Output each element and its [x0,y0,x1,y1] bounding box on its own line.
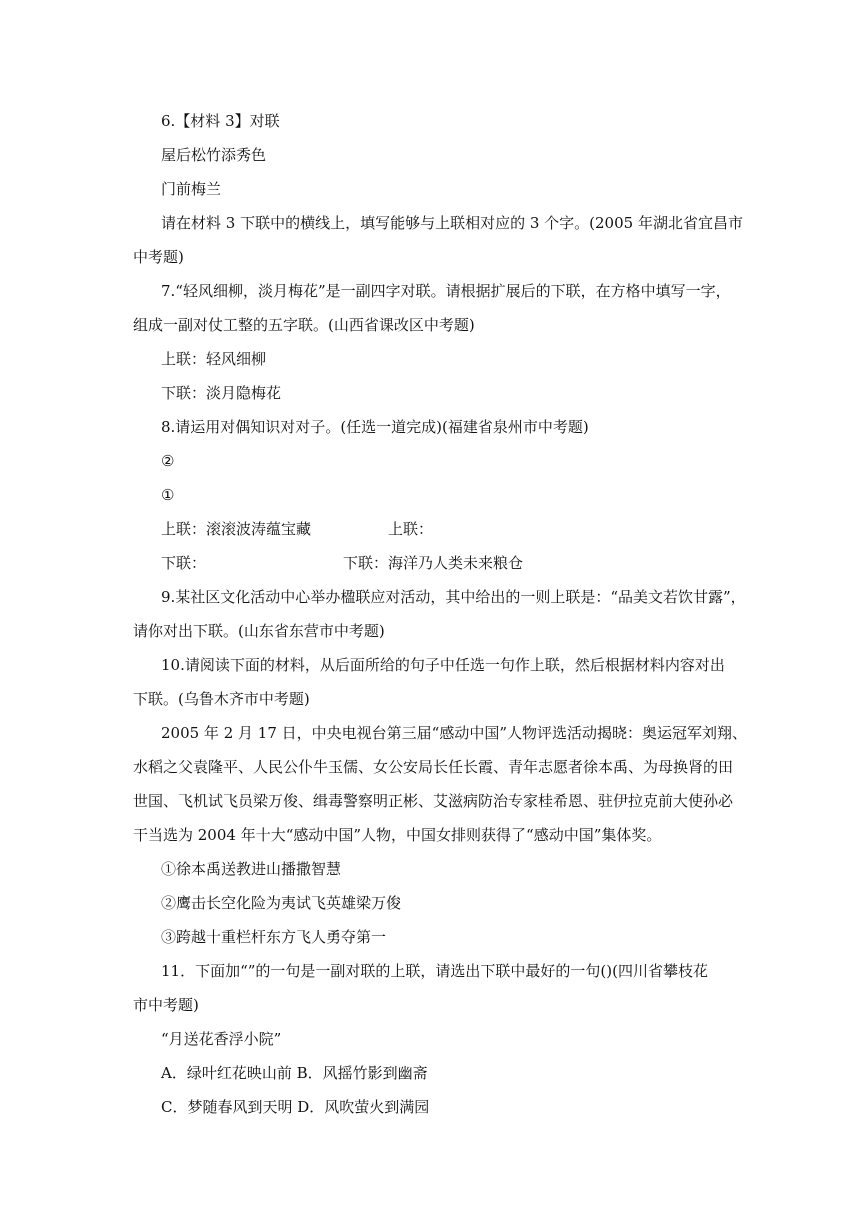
q10-paragraph-line-1: 2005 年 2 月 17 日，中央电视台第三届“感动中国”人物评选活动揭晓：奥运冠军刘翔、 [161,724,747,742]
q10-paragraph-line-2: 水稻之父袁隆平、人民公仆牛玉儒、女公安局长任长霞、青年志愿者徐本禹、为母换肾的田 [133,758,734,776]
q7-line-2: 组成一副对仗工整的五字联。(山西省课改区中考题) [133,316,475,334]
q7-upper-couplet: 上联：轻风细柳 [161,350,267,368]
q8-lower-right: 下联：海洋乃人类未来粮仓 [343,554,524,572]
q7-line-1: 7.“轻风细柳，淡月梅花”是一副四字对联。请根据扩展后的下联，在方格中填写一字， [161,282,731,300]
q10-paragraph-line-4: 干当选为 2004 年十大“感动中国”人物，中国女排则获得了“感动中国”集体奖。 [133,826,662,844]
q10-option-1: ①徐本禹送教进山播撒智慧 [161,860,342,878]
q11-options-ab: A．绿叶红花映山前 B．风摇竹影到幽斋 [161,1064,428,1082]
q8-upper-left: 上联：滚滚波涛蕴宝藏 [161,520,312,538]
q8-marker-2: ② [161,452,175,470]
q11-quote: “月送花香浮小院” [161,1030,282,1048]
q10-line-1: 10.请阅读下面的材料，从后面所给的句子中任选一句作上联，然后根据材料内容对出 [161,656,725,674]
q8-marker-1: ① [161,486,175,504]
q6-lower-couplet: 门前梅兰 [161,180,222,198]
q9-line-1: 9.某社区文化活动中心举办楹联应对活动，其中给出的一则上联是：“品美文若饮甘露”， [161,588,746,606]
q6-prompt-line-2: 中考题) [133,248,184,266]
q10-paragraph-line-3: 世国、飞机试飞员梁万俊、缉毒警察明正彬、艾滋病防治专家桂希恩、驻伊拉克前大使孙必 [133,792,734,810]
q8-lower-left: 下联： [161,554,207,572]
q10-option-2: ②鹰击长空化险为夷试飞英雄梁万俊 [161,894,402,912]
q11-line-1: 11．下面加“”的一句是一副对联的上联，请选出下联中最好的一句()(四川省攀枝花 [161,962,708,980]
q10-option-3: ③跨越十重栏杆东方飞人勇夺第一 [161,928,387,946]
q8-upper-right: 上联： [388,520,434,538]
q6-title: 6.【材料 3】对联 [161,112,280,130]
q7-lower-couplet: 下联：淡月隐梅花 [161,384,282,402]
q9-line-2: 请你对出下联。(山东省东营市中考题) [133,622,385,640]
q6-upper-couplet: 屋后松竹添秀色 [161,146,267,164]
q10-line-2: 下联。(乌鲁木齐市中考题) [133,690,310,708]
q6-prompt-line-1: 请在材料 3 下联中的横线上，填写能够与上联相对应的 3 个字。(2005 年湖北省宜昌市 [161,214,743,232]
q11-line-2: 市中考题) [133,996,199,1014]
q8-line-1: 8.请运用对偶知识对对子。(任选一道完成)(福建省泉州市中考题) [161,418,589,436]
q11-options-cd: C．梦随春风到天明 D．风吹萤火到满园 [161,1098,430,1116]
